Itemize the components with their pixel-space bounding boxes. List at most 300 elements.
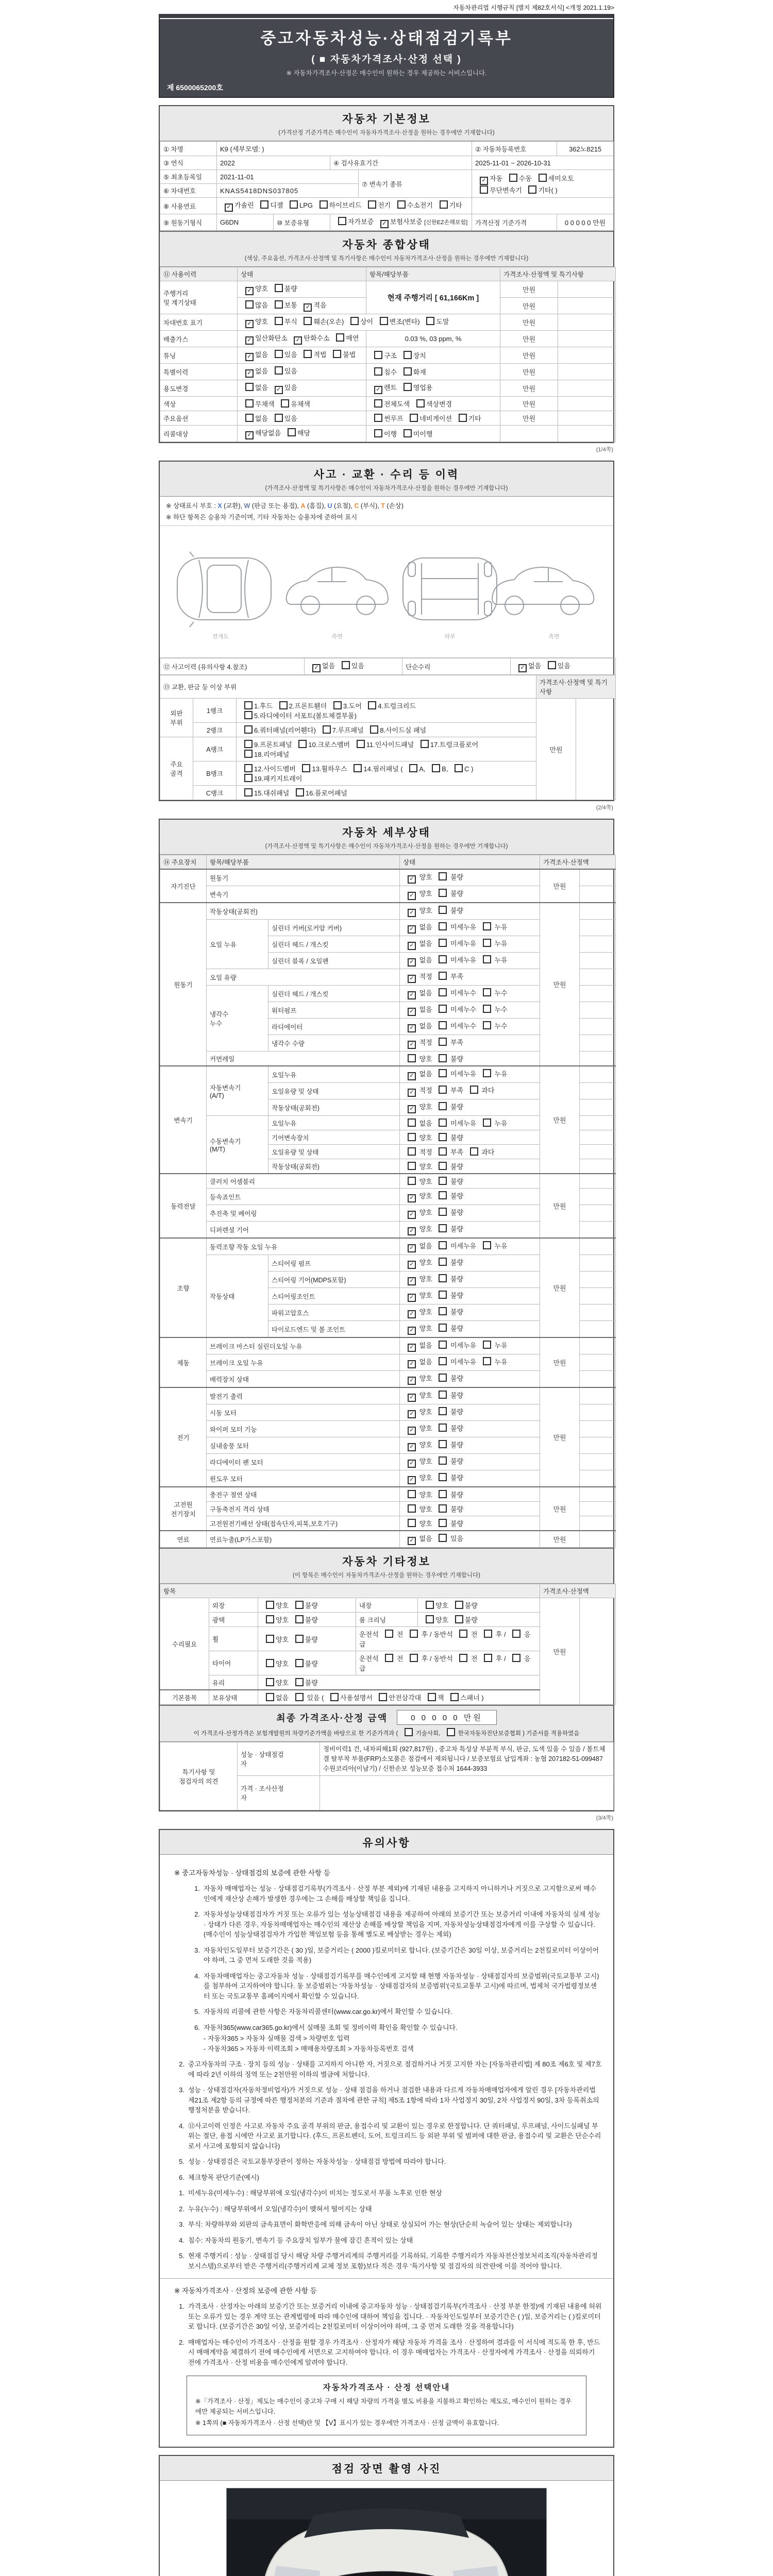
checkbox-unchecked[interactable] [439, 1224, 447, 1232]
checkbox-unchecked[interactable] [439, 1118, 447, 1127]
label-transmission: ⑦ 변속기 종류 [359, 170, 472, 198]
checkbox-unchecked[interactable] [323, 725, 331, 734]
item-label: 구동축전지 격리 상태 [207, 1502, 400, 1516]
checkbox-checked[interactable]: ✓ [408, 875, 416, 884]
checkbox-checked[interactable]: ✓ [408, 1072, 416, 1080]
misc-item-label: 보유상태 [209, 1690, 258, 1705]
rank-items: 6.쿼터패널(리어휀다) 7.루프패널 8.사이드실 패널 [237, 723, 536, 737]
checkbox-unchecked[interactable] [459, 414, 467, 422]
checkbox-unchecked[interactable] [439, 1473, 447, 1481]
checkbox-checked[interactable]: ✓ [480, 177, 488, 185]
checkbox-unchecked[interactable] [244, 725, 253, 734]
item-state: ✓ 양호 불량 [400, 1371, 540, 1388]
price-select-line: ※ 1쪽의 (■ 자동차가격조사 · 산정 선택)란 및 【V】표시가 있는 경우에만 가격조사 · 산정 금액이 유효합니다. [195, 2419, 499, 2427]
checkbox-checked[interactable]: ✓ [408, 1394, 416, 1402]
status-code-C: C [354, 502, 359, 510]
remark-cell [558, 331, 616, 347]
checkbox-unchecked[interactable] [439, 972, 447, 980]
col-detail-price: 가격조사·산정액 [540, 855, 616, 870]
checkbox-unchecked[interactable] [459, 1654, 467, 1662]
inspection-report-page [159, 0, 614, 2576]
report-title-box [159, 14, 614, 98]
checkbox-checked[interactable]: ✓ [245, 353, 254, 361]
checkbox-unchecked[interactable] [397, 200, 406, 209]
section-notes [159, 1829, 614, 2448]
checkbox-unchecked[interactable] [404, 367, 412, 376]
checkbox-unchecked[interactable] [426, 1615, 434, 1623]
checkbox-unchecked[interactable] [439, 1021, 447, 1029]
note-text: 자동차인도일부터 보증기간은 ( 30 )일, 보증거리는 ( 2000 )킬로미터로 합니다. (보증기간은 30일 이상, 보증거리는 2천킬로미터 이상이어야 하며, 그 중 먼저 도래한 것을 적용) [204, 1946, 599, 1964]
checkbox-unchecked[interactable] [421, 740, 429, 748]
checkbox-unchecked[interactable] [380, 317, 388, 325]
checkbox-unchecked[interactable] [439, 1456, 447, 1465]
usage-state: ✓ 없음 있음 적법 불법 [238, 347, 366, 364]
note-text: 미세누유(미세누수) : 해당부위에 오일(냉각수)이 비치는 정도로서 부품 노후로 인한 현상 [188, 2189, 442, 2197]
usage-item: 썬루프 네비게이션 기타 [366, 411, 500, 426]
warranty-notes-list [171, 1884, 602, 2054]
item-state: ✓ 양호 불량 [400, 1288, 540, 1304]
checkbox-unchecked[interactable] [483, 1357, 491, 1365]
checkbox-unchecked[interactable] [374, 367, 382, 376]
remark-cell [558, 314, 616, 331]
price-cell: 만원 [500, 380, 558, 397]
checkbox-checked[interactable]: ✓ [408, 1360, 416, 1368]
checkbox-checked[interactable]: ✓ [245, 320, 254, 328]
checkbox-checked[interactable]: ✓ [312, 664, 321, 672]
checkbox-unchecked[interactable] [439, 1038, 447, 1046]
checkbox-unchecked[interactable] [374, 351, 382, 359]
checkbox-unchecked[interactable] [408, 1162, 416, 1170]
checkbox-unchecked[interactable] [408, 1504, 416, 1513]
checkbox-checked[interactable]: ✓ [294, 336, 302, 345]
device-label: 동력전달 [160, 1174, 207, 1238]
checkbox-unchecked[interactable] [330, 1693, 339, 1701]
report-subnote: ※ 자동차가격조사·산정은 매수인이 원하는 경우 제공하는 서비스입니다. [286, 70, 487, 77]
note-item [171, 2121, 602, 2151]
page-marker-2: (2/4쪽) [596, 805, 613, 811]
checkbox-checked[interactable]: ✓ [380, 220, 389, 228]
checkbox-unchecked[interactable] [342, 661, 350, 669]
photos-title: 점검 장면 촬영 사진 [331, 2463, 442, 2476]
item-label: 실내송풍 모터 [207, 1437, 400, 1454]
price-cell: 만원 [540, 1066, 580, 1174]
checkbox-unchecked[interactable] [483, 922, 491, 930]
checkbox-checked[interactable]: ✓ [408, 925, 416, 934]
misc-item-state-2: 양호 불량 [418, 1598, 540, 1613]
checkbox-unchecked[interactable] [439, 988, 447, 996]
checkbox-checked[interactable]: ✓ [245, 431, 254, 439]
remark-cell [580, 903, 616, 920]
checkbox-checked[interactable]: ✓ [408, 1476, 416, 1484]
detail-header [160, 820, 613, 855]
item-label: 스티어링조인트 [268, 1288, 400, 1304]
accident-subtitle: (가격조사·산정액 및 특기사항은 매수인이 자동차가격조사·산정을 원하는 경우에만 기재합니다) [265, 485, 508, 492]
detail-title: 자동차 세부상태 [342, 827, 431, 839]
checkbox-unchecked[interactable] [439, 1291, 447, 1299]
checkbox-unchecked[interactable] [439, 955, 447, 963]
checkbox-unchecked[interactable] [244, 774, 253, 782]
checkbox-unchecked[interactable] [439, 1069, 447, 1077]
device-label: 연료 [160, 1531, 207, 1548]
checkbox-checked[interactable]: ✓ [408, 1443, 416, 1451]
label-inspector-remarks: 성능 · 상태점검 자 [238, 1742, 320, 1776]
checkbox-checked[interactable]: ✓ [518, 664, 527, 672]
checkbox-unchecked[interactable] [455, 1615, 463, 1623]
checkbox-unchecked[interactable] [455, 1601, 463, 1609]
checkbox-unchecked[interactable] [408, 1147, 416, 1156]
checkbox-unchecked[interactable] [244, 740, 253, 748]
checkbox-checked[interactable]: ✓ [408, 1089, 416, 1097]
note-subitem [171, 2204, 602, 2214]
checkbox-unchecked[interactable] [408, 1118, 416, 1127]
note-number: 3. [179, 2086, 184, 2094]
checkbox-unchecked[interactable] [439, 889, 447, 897]
checkbox-unchecked[interactable] [440, 200, 448, 209]
checkbox-checked[interactable]: ✓ [408, 1410, 416, 1418]
note-number: 5. [194, 2008, 200, 2016]
section-detail-state [159, 819, 614, 1811]
checkbox-checked[interactable]: ✓ [408, 1008, 416, 1016]
checkbox-checked[interactable]: ✓ [408, 991, 416, 999]
item-label: 작동상태(공회전) [268, 1099, 400, 1116]
checkbox-checked[interactable]: ✓ [408, 1327, 416, 1335]
checkbox-unchecked[interactable] [279, 701, 288, 709]
checkbox-unchecked[interactable] [483, 1005, 491, 1013]
checkbox-unchecked[interactable] [439, 1208, 447, 1216]
rank-label: 1랭크 [193, 699, 237, 723]
checkbox-unchecked[interactable] [483, 1118, 491, 1127]
final-price-value: 0 0 0 0 0 만원 [397, 1710, 497, 1725]
checkbox-unchecked[interactable] [509, 174, 517, 182]
checkbox-unchecked[interactable] [296, 788, 304, 796]
checkbox-unchecked[interactable] [428, 1693, 436, 1701]
checkbox-unchecked[interactable] [426, 317, 434, 325]
checkbox-unchecked[interactable] [439, 1504, 447, 1513]
checkbox-unchecked[interactable] [244, 788, 253, 796]
label-vin: ⑥ 차대번호 [160, 184, 217, 198]
checkbox-unchecked[interactable] [336, 333, 344, 342]
checkbox-unchecked[interactable] [275, 317, 283, 325]
misc-item-label: 외장 [209, 1598, 258, 1613]
checkbox-checked[interactable]: ✓ [408, 892, 416, 900]
checkbox-unchecked[interactable] [439, 1005, 447, 1013]
price-cell: 만원 [500, 411, 558, 426]
checkbox-unchecked[interactable] [404, 383, 412, 391]
note-item [187, 1945, 602, 1965]
usage-label: 배출가스 [160, 331, 238, 347]
checkbox-checked[interactable]: ✓ [408, 1024, 416, 1032]
checkbox-unchecked[interactable] [266, 1615, 274, 1623]
checkbox-unchecked[interactable] [405, 1728, 413, 1736]
checkbox-unchecked[interactable] [483, 955, 491, 963]
item-state: 양호 불량 [400, 1487, 540, 1502]
misc-title: 자동차 기타정보 [342, 1556, 431, 1568]
item-state: ✓ 양호 불량 [400, 1222, 540, 1239]
checkbox-checked[interactable]: ✓ [245, 336, 254, 345]
comprehensive-table [160, 267, 616, 442]
checkbox-unchecked[interactable] [439, 1324, 447, 1332]
checkbox-unchecked[interactable] [385, 1654, 393, 1662]
checkbox-unchecked[interactable] [470, 1086, 478, 1094]
checkbox-checked[interactable]: ✓ [408, 942, 416, 950]
checkbox-unchecked[interactable] [439, 1241, 447, 1249]
checkbox-unchecked[interactable] [260, 200, 268, 209]
checkbox-unchecked[interactable] [439, 1102, 447, 1110]
checkbox-unchecked[interactable] [244, 750, 253, 758]
checkbox-unchecked[interactable] [266, 1678, 274, 1686]
checkbox-unchecked[interactable] [439, 1274, 447, 1282]
note-text: 자동차의 리콜에 관한 사항은 자동차리콜센터(www.car.go.kr)에서 확인할 수 있습니다. [204, 2008, 452, 2016]
remark-cell [580, 1159, 616, 1174]
usage-label: 차대번호 표기 [160, 314, 238, 331]
note-number: 6. [179, 2173, 184, 2181]
checkbox-checked[interactable]: ✓ [374, 386, 382, 394]
checkbox-unchecked[interactable] [275, 300, 283, 309]
checkbox-unchecked[interactable] [357, 740, 365, 748]
checkbox-unchecked[interactable] [245, 300, 254, 309]
checkbox-unchecked[interactable] [368, 701, 376, 709]
checkbox-unchecked[interactable] [295, 1693, 304, 1701]
checkbox-unchecked[interactable] [439, 1391, 447, 1399]
checkbox-unchecked[interactable] [439, 1162, 447, 1170]
checkbox-unchecked[interactable] [426, 1601, 434, 1609]
checkbox-unchecked[interactable] [439, 1534, 447, 1542]
checkbox-unchecked[interactable] [379, 1693, 387, 1701]
checkbox-checked[interactable]: ✓ [408, 1227, 416, 1235]
checkbox-unchecked[interactable] [480, 185, 488, 194]
checkbox-unchecked[interactable] [439, 1357, 447, 1365]
checkbox-checked[interactable]: ✓ [245, 287, 254, 295]
checkbox-unchecked[interactable] [408, 1519, 416, 1527]
section-photos [159, 2455, 614, 2576]
checkbox-checked[interactable]: ✓ [408, 1105, 416, 1113]
checkbox-unchecked[interactable] [483, 1241, 491, 1249]
checkbox-unchecked[interactable] [245, 383, 254, 391]
checkbox-unchecked[interactable] [245, 399, 254, 408]
checkbox-unchecked[interactable] [439, 1086, 447, 1094]
vehicle-diagram [170, 529, 603, 652]
checkbox-unchecked[interactable] [439, 1177, 447, 1185]
checkbox-unchecked[interactable] [266, 1693, 274, 1701]
checkbox-unchecked[interactable] [275, 414, 283, 422]
checkbox-checked[interactable]: ✓ [408, 958, 416, 967]
checkbox-checked[interactable]: ✓ [408, 1537, 416, 1545]
checkbox-unchecked[interactable] [439, 1407, 447, 1415]
checkbox-unchecked[interactable] [410, 414, 418, 422]
checkbox-checked[interactable]: ✓ [225, 204, 233, 212]
checkbox-unchecked[interactable] [354, 764, 362, 772]
checkbox-checked[interactable]: ✓ [408, 1194, 416, 1202]
checkbox-unchecked[interactable] [459, 1630, 467, 1638]
checkbox-unchecked[interactable] [288, 428, 296, 436]
checkbox-unchecked[interactable] [275, 350, 283, 358]
item-state: ✓ 없음 있음 [400, 1531, 540, 1548]
checkbox-checked[interactable]: ✓ [408, 1460, 416, 1468]
checkbox-unchecked[interactable] [266, 1635, 274, 1643]
checkbox-unchecked[interactable] [512, 1654, 520, 1662]
checkbox-unchecked[interactable] [408, 1133, 416, 1141]
device-label: 변속기 [160, 1066, 207, 1174]
checkbox-checked[interactable]: ✓ [408, 1244, 416, 1252]
checkbox-unchecked[interactable] [548, 661, 556, 669]
checkbox-checked[interactable]: ✓ [408, 1211, 416, 1219]
checkbox-unchecked[interactable] [439, 1258, 447, 1266]
item-label: 실린더 헤드 / 개스킷 [268, 936, 400, 953]
misc-item-detail: 운전석 전 후 / 동반석 전 후 / 응급 [356, 1627, 540, 1651]
checkbox-unchecked[interactable] [439, 872, 447, 880]
checkbox-unchecked[interactable] [439, 1133, 447, 1141]
checkbox-unchecked[interactable] [439, 1341, 447, 1349]
checkbox-unchecked[interactable] [450, 1693, 459, 1701]
price-cell: 만원 [500, 298, 558, 314]
price-cell: 만원 [540, 1174, 580, 1238]
checkbox-checked[interactable]: ✓ [408, 909, 416, 917]
checkbox-unchecked[interactable] [275, 366, 283, 375]
checkbox-unchecked[interactable] [439, 1191, 447, 1199]
value-vin: KNAS5418DNS037805 [217, 184, 359, 198]
checkbox-unchecked[interactable] [484, 1654, 492, 1662]
remark-cell [580, 1116, 616, 1130]
checkbox-unchecked[interactable] [266, 1659, 274, 1667]
checkbox-unchecked[interactable] [455, 764, 463, 772]
item-label: 브레이크 오일 누유 [207, 1354, 400, 1371]
checkbox-unchecked[interactable] [320, 200, 328, 209]
status-code-W: W [244, 502, 250, 510]
checkbox-unchecked[interactable] [295, 1678, 304, 1686]
checkbox-unchecked[interactable] [370, 725, 378, 734]
checkbox-unchecked[interactable] [244, 764, 253, 772]
usage-item: 이행 미이행 [366, 426, 500, 442]
group-basic-items: 기본품목 [160, 1690, 209, 1705]
checkbox-unchecked[interactable] [304, 350, 312, 358]
checkbox-unchecked[interactable] [295, 1635, 304, 1643]
checkbox-checked[interactable]: ✓ [408, 1310, 416, 1318]
checkbox-unchecked[interactable] [295, 1659, 304, 1667]
detail-state-table [160, 855, 616, 1548]
item-state: 양호 불량 [400, 1502, 540, 1516]
note-text: 매매업자는 매수인이 가격조사 · 산정을 원할 경우 가격조사 · 산정자가 해당 자동차 가격을 조사 · 산정하여 결과를 이 서식에 적도록 한 후, 반드시 매매계약을 체결하기 전에 매수인에게 서면으로 고지하여야 합니다. 이 경우 매매업자는 가격조사 · 산정자에게 가격조사 · 산정을 의뢰하기 전에 가격조사 · 산정 비용을 매수인에게 알려야 합니다. [188, 2338, 600, 2366]
checkbox-unchecked[interactable] [483, 1341, 491, 1349]
checkbox-unchecked[interactable] [290, 200, 298, 209]
checkbox-unchecked[interactable] [439, 1147, 447, 1156]
checkbox-unchecked[interactable] [295, 1601, 304, 1609]
checkbox-unchecked[interactable] [439, 1519, 447, 1527]
checkbox-unchecked[interactable] [408, 1177, 416, 1185]
checkbox-unchecked[interactable] [244, 711, 253, 719]
checkbox-unchecked[interactable] [528, 185, 536, 194]
checkbox-unchecked[interactable] [302, 764, 310, 772]
checkbox-unchecked[interactable] [512, 1630, 520, 1638]
checkbox-checked[interactable]: ✓ [408, 1344, 416, 1352]
item-label: 충전구 절연 상태 [207, 1487, 400, 1502]
checkbox-unchecked[interactable] [333, 350, 341, 358]
checkbox-unchecked[interactable] [447, 1728, 455, 1736]
checkbox-unchecked[interactable] [245, 414, 254, 422]
checkbox-unchecked[interactable] [539, 174, 547, 182]
checkbox-checked[interactable]: ✓ [304, 303, 312, 312]
usage-item: 침수 화재 [366, 364, 500, 380]
checkbox-unchecked[interactable] [244, 701, 253, 709]
checkbox-checked[interactable]: ✓ [408, 1377, 416, 1385]
col-usage-history: ⑪ 사용이력 [160, 267, 238, 281]
remark-cell [580, 1272, 616, 1288]
checkbox-unchecked[interactable] [275, 284, 283, 292]
checkbox-unchecked[interactable] [409, 764, 417, 772]
note-subitem [171, 2235, 602, 2246]
checkbox-unchecked[interactable] [295, 1615, 304, 1623]
checkbox-unchecked[interactable] [338, 217, 346, 225]
checkbox-unchecked[interactable] [439, 1307, 447, 1315]
checkbox-unchecked[interactable] [483, 1021, 491, 1029]
page-marker-3: (3/4쪽) [596, 1815, 613, 1822]
status-code-A: A [300, 502, 306, 510]
checkbox-unchecked[interactable] [304, 317, 312, 325]
checkbox-unchecked[interactable] [416, 399, 425, 408]
checkbox-unchecked[interactable] [483, 988, 491, 996]
price-cell: 만원 [540, 1337, 580, 1387]
checkbox-unchecked[interactable] [410, 1630, 418, 1638]
checkbox-unchecked[interactable] [483, 939, 491, 947]
note-text: 성능 · 상태점검은 국토교통부장관이 정하는 자동차성능 · 상태점검 방법에 따라야 합니다. [188, 2158, 446, 2166]
svg-text:전개도: 전개도 [212, 634, 229, 640]
checkbox-checked[interactable]: ✓ [408, 975, 416, 983]
checkbox-unchecked[interactable] [439, 1054, 447, 1062]
checkbox-unchecked[interactable] [410, 1654, 418, 1662]
checkbox-unchecked[interactable] [281, 399, 289, 408]
checkbox-unchecked[interactable] [408, 1490, 416, 1498]
warranty-options: 자가보증 ✓ 보험사보증 [333, 218, 423, 226]
checkbox-checked[interactable]: ✓ [408, 1277, 416, 1285]
checkbox-unchecked[interactable] [439, 939, 447, 947]
checkbox-checked[interactable]: ✓ [275, 386, 283, 394]
checkbox-unchecked[interactable] [439, 922, 447, 930]
checkbox-checked[interactable]: ✓ [408, 1261, 416, 1269]
checkbox-unchecked[interactable] [374, 414, 382, 422]
checkbox-unchecked[interactable] [439, 906, 447, 914]
checkbox-unchecked[interactable] [385, 1630, 393, 1638]
misc-item-detail: 운전석 전 후 / 동반석 전 후 / 응급 [356, 1651, 540, 1675]
price-cell: 만원 [500, 314, 558, 331]
checkbox-unchecked[interactable] [484, 1630, 492, 1638]
remark-cell [580, 1421, 616, 1437]
checkbox-unchecked[interactable] [404, 351, 412, 359]
checkbox-unchecked[interactable] [404, 429, 412, 437]
checkbox-unchecked[interactable] [333, 701, 342, 709]
checkbox-checked[interactable]: ✓ [245, 369, 254, 378]
checkbox-unchecked[interactable] [439, 1423, 447, 1432]
item-label: 디퍼렌셜 기어 [207, 1222, 400, 1239]
checkbox-unchecked[interactable] [374, 429, 382, 437]
photos-header [160, 2456, 613, 2481]
checkbox-unchecked[interactable] [432, 764, 440, 772]
report-subtitle: ( ■ 자동차가격조사·산정 선택 ) [311, 54, 462, 65]
checkbox-unchecked[interactable] [408, 1054, 416, 1062]
checkbox-checked[interactable]: ✓ [408, 1041, 416, 1049]
checkbox-unchecked[interactable] [483, 1069, 491, 1077]
checkbox-checked[interactable]: ✓ [408, 1294, 416, 1302]
checkbox-unchecked[interactable] [439, 1374, 447, 1382]
checkbox-unchecked[interactable] [374, 399, 382, 408]
checkbox-checked[interactable]: ✓ [408, 1427, 416, 1435]
checkbox-unchecked[interactable] [350, 317, 359, 325]
transmission-options-2: 무단변속기 기타( ) [475, 185, 610, 195]
checkbox-unchecked[interactable] [439, 1490, 447, 1498]
checkbox-unchecked[interactable] [439, 1440, 447, 1448]
checkbox-unchecked[interactable] [266, 1601, 274, 1609]
checkbox-unchecked[interactable] [298, 740, 307, 748]
checkbox-unchecked[interactable] [368, 200, 376, 209]
checkbox-unchecked[interactable] [470, 1147, 478, 1156]
